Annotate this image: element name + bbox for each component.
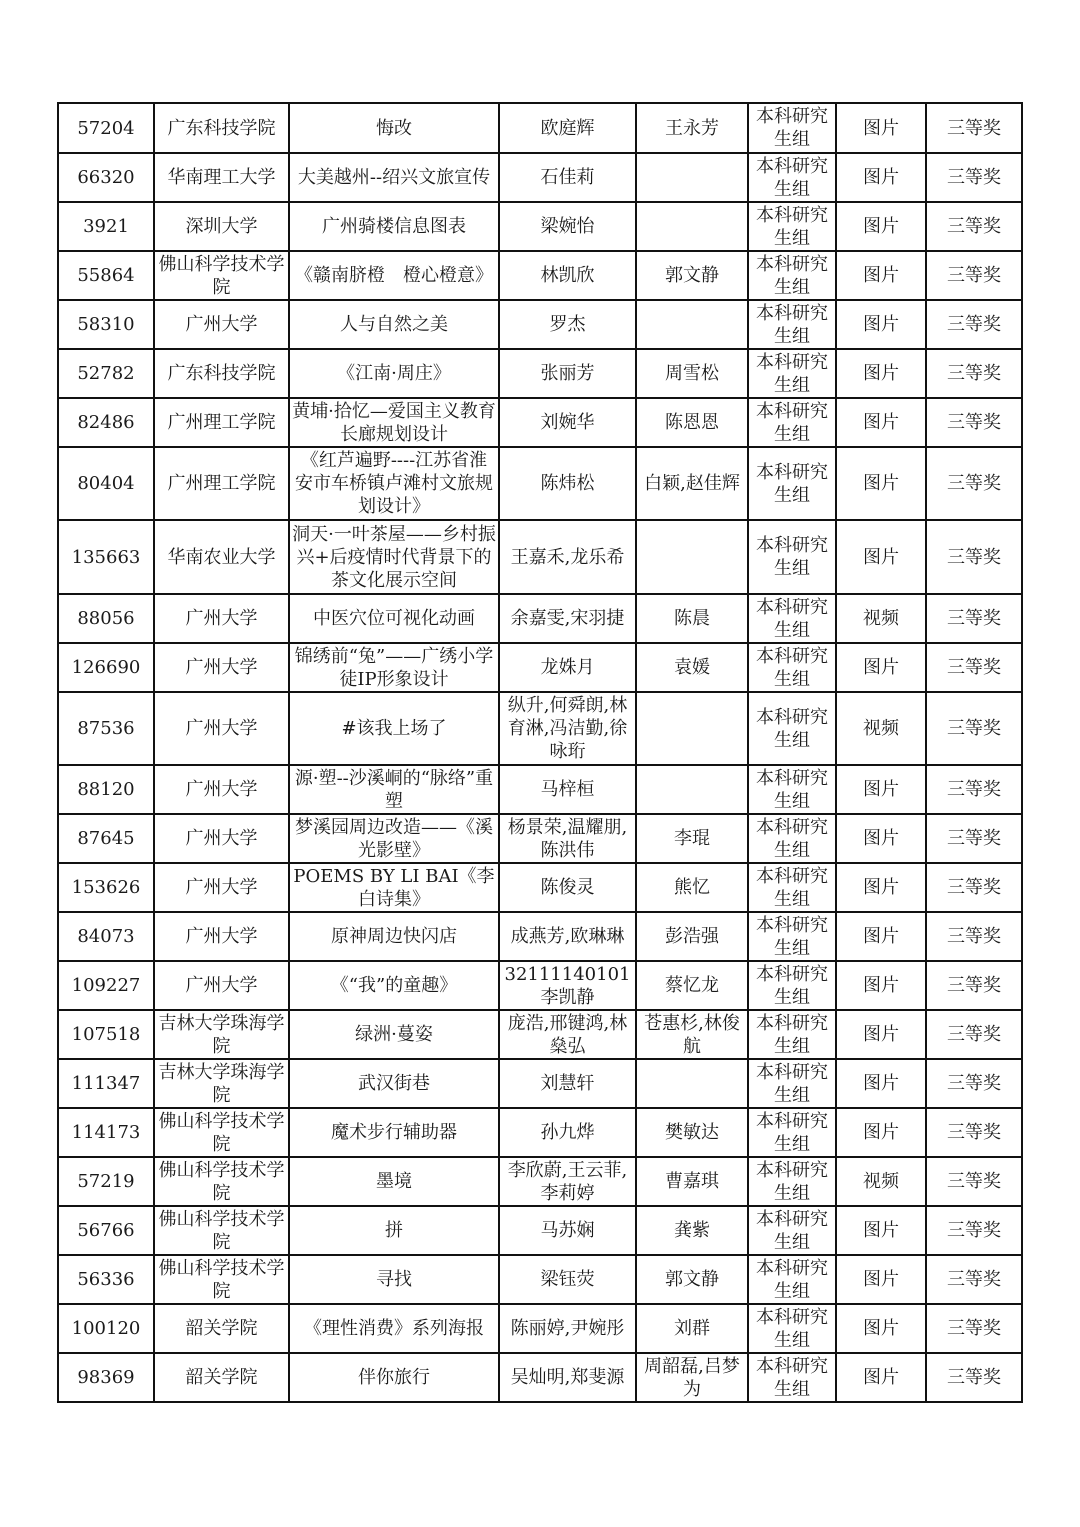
school-cell: 韶关学院	[154, 1353, 289, 1402]
award-cell: 三等奖	[926, 594, 1022, 643]
group-cell: 本科研究生组	[748, 912, 836, 961]
group-cell: 本科研究生组	[748, 692, 836, 765]
category-cell: 图片	[836, 202, 926, 251]
table-row	[58, 1353, 1022, 1402]
table-row	[58, 692, 1022, 765]
title-cell: 悔改	[289, 103, 499, 153]
advisor-cell: 苍惠杉,林俊航	[636, 1010, 748, 1059]
category-cell: 图片	[836, 398, 926, 447]
entry-id-cell: 88056	[58, 594, 154, 643]
school-cell: 吉林大学珠海学院	[154, 1059, 289, 1108]
award-cell: 三等奖	[926, 1108, 1022, 1157]
advisor-cell: 周雪松	[636, 349, 748, 398]
authors-cell: 杨景荣,温耀朋,陈洪伟	[499, 814, 636, 863]
advisor-cell: 陈恩恩	[636, 398, 748, 447]
award-cell: 三等奖	[926, 863, 1022, 912]
award-cell: 三等奖	[926, 103, 1022, 153]
title-cell: 黄埔·拾忆—爱国主义教育长廊规划设计	[289, 398, 499, 447]
authors-cell: 林凯欣	[499, 251, 636, 300]
entry-id-cell: 109227	[58, 961, 154, 1010]
table-row	[58, 300, 1022, 349]
advisor-cell: 李琨	[636, 814, 748, 863]
award-cell: 三等奖	[926, 643, 1022, 692]
table-row	[58, 765, 1022, 814]
table-row	[58, 1304, 1022, 1353]
authors-cell: 石佳莉	[499, 153, 636, 202]
school-cell: 佛山科学技术学院	[154, 1108, 289, 1157]
title-cell: 武汉街巷	[289, 1059, 499, 1108]
authors-cell: 纵升,何舜朗,林育淋,冯洁勤,徐咏珩	[499, 692, 636, 765]
school-cell: 广州大学	[154, 863, 289, 912]
title-cell: 寻找	[289, 1255, 499, 1304]
entry-id-cell: 107518	[58, 1010, 154, 1059]
group-cell: 本科研究生组	[748, 814, 836, 863]
authors-cell: 马梓桓	[499, 765, 636, 814]
authors-cell: 32111140101李凯静	[499, 961, 636, 1010]
award-cell: 三等奖	[926, 153, 1022, 202]
entry-id-cell: 87536	[58, 692, 154, 765]
table-row	[58, 520, 1022, 594]
award-cell: 三等奖	[926, 961, 1022, 1010]
title-cell: 广州骑楼信息图表	[289, 202, 499, 251]
category-cell: 图片	[836, 765, 926, 814]
title-cell: 源·塑--沙溪峒的“脉络”重塑	[289, 765, 499, 814]
category-cell: 图片	[836, 863, 926, 912]
entry-id-cell: 52782	[58, 349, 154, 398]
table-row	[58, 961, 1022, 1010]
table-row	[58, 251, 1022, 300]
award-cell: 三等奖	[926, 1157, 1022, 1206]
entry-id-cell: 66320	[58, 153, 154, 202]
title-cell: 洞天·一叶茶屋——乡村振兴+后疫情时代背景下的茶文化展示空间	[289, 520, 499, 594]
group-cell: 本科研究生组	[748, 1353, 836, 1402]
advisor-cell	[636, 765, 748, 814]
entry-id-cell: 58310	[58, 300, 154, 349]
group-cell: 本科研究生组	[748, 520, 836, 594]
authors-cell: 张丽芳	[499, 349, 636, 398]
advisor-cell: 陈晨	[636, 594, 748, 643]
title-cell: 《理性消费》系列海报	[289, 1304, 499, 1353]
category-cell: 图片	[836, 1353, 926, 1402]
authors-cell: 罗杰	[499, 300, 636, 349]
category-cell: 图片	[836, 103, 926, 153]
title-cell: POEMS BY LI BAI《李白诗集》	[289, 863, 499, 912]
authors-cell: 李欣蔚,王云菲,李莉婷	[499, 1157, 636, 1206]
title-cell: 《赣南脐橙 橙心橙意》	[289, 251, 499, 300]
award-cell: 三等奖	[926, 765, 1022, 814]
group-cell: 本科研究生组	[748, 765, 836, 814]
category-cell: 图片	[836, 251, 926, 300]
table-row	[58, 912, 1022, 961]
category-cell: 图片	[836, 1108, 926, 1157]
school-cell: 广东科技学院	[154, 103, 289, 153]
school-cell: 华南理工大学	[154, 153, 289, 202]
authors-cell: 孙九烨	[499, 1108, 636, 1157]
category-cell: 图片	[836, 447, 926, 520]
table-row	[58, 349, 1022, 398]
group-cell: 本科研究生组	[748, 202, 836, 251]
category-cell: 图片	[836, 961, 926, 1010]
authors-cell: 梁钰荧	[499, 1255, 636, 1304]
category-cell: 图片	[836, 520, 926, 594]
entry-id-cell: 57204	[58, 103, 154, 153]
school-cell: 广州大学	[154, 961, 289, 1010]
title-cell: #该我上场了	[289, 692, 499, 765]
authors-cell: 刘慧轩	[499, 1059, 636, 1108]
title-cell: 原神周边快闪店	[289, 912, 499, 961]
group-cell: 本科研究生组	[748, 1304, 836, 1353]
table-row	[58, 153, 1022, 202]
award-cell: 三等奖	[926, 1353, 1022, 1402]
table-row	[58, 103, 1022, 153]
group-cell: 本科研究生组	[748, 1206, 836, 1255]
title-cell: 魔术步行辅助器	[289, 1108, 499, 1157]
title-cell: 《“我”的童趣》	[289, 961, 499, 1010]
advisor-cell	[636, 1059, 748, 1108]
entry-id-cell: 111347	[58, 1059, 154, 1108]
school-cell: 深圳大学	[154, 202, 289, 251]
category-cell: 视频	[836, 692, 926, 765]
category-cell: 图片	[836, 1304, 926, 1353]
award-cell: 三等奖	[926, 520, 1022, 594]
entry-id-cell: 87645	[58, 814, 154, 863]
award-cell: 三等奖	[926, 1059, 1022, 1108]
entry-id-cell: 82486	[58, 398, 154, 447]
school-cell: 广州大学	[154, 692, 289, 765]
school-cell: 广州大学	[154, 814, 289, 863]
advisor-cell: 郭文静	[636, 1255, 748, 1304]
school-cell: 佛山科学技术学院	[154, 1157, 289, 1206]
title-cell: 锦绣前“兔”——广绣小学徒IP形象设计	[289, 643, 499, 692]
school-cell: 广东科技学院	[154, 349, 289, 398]
advisor-cell	[636, 692, 748, 765]
entry-id-cell: 88120	[58, 765, 154, 814]
advisor-cell: 曹嘉琪	[636, 1157, 748, 1206]
authors-cell: 成燕芳,欧琳琳	[499, 912, 636, 961]
group-cell: 本科研究生组	[748, 349, 836, 398]
category-cell: 图片	[836, 1206, 926, 1255]
table-row	[58, 1010, 1022, 1059]
category-cell: 图片	[836, 300, 926, 349]
award-cell: 三等奖	[926, 912, 1022, 961]
award-cell: 三等奖	[926, 1304, 1022, 1353]
authors-cell: 吴灿明,郑斐源	[499, 1353, 636, 1402]
title-cell: 《江南·周庄》	[289, 349, 499, 398]
category-cell: 图片	[836, 912, 926, 961]
entry-id-cell: 84073	[58, 912, 154, 961]
school-cell: 佛山科学技术学院	[154, 1255, 289, 1304]
group-cell: 本科研究生组	[748, 447, 836, 520]
table-row	[58, 398, 1022, 447]
group-cell: 本科研究生组	[748, 251, 836, 300]
authors-cell: 马苏娴	[499, 1206, 636, 1255]
authors-cell: 陈炜松	[499, 447, 636, 520]
school-cell: 广州大学	[154, 643, 289, 692]
awards-table-body	[58, 103, 1022, 1402]
advisor-cell: 彭浩强	[636, 912, 748, 961]
school-cell: 广州大学	[154, 594, 289, 643]
authors-cell: 陈俊灵	[499, 863, 636, 912]
advisor-cell: 龚紫	[636, 1206, 748, 1255]
category-cell: 图片	[836, 643, 926, 692]
table-row	[58, 1255, 1022, 1304]
authors-cell: 刘婉华	[499, 398, 636, 447]
title-cell: 墨境	[289, 1157, 499, 1206]
category-cell: 图片	[836, 814, 926, 863]
category-cell: 图片	[836, 1010, 926, 1059]
advisor-cell	[636, 153, 748, 202]
school-cell: 韶关学院	[154, 1304, 289, 1353]
category-cell: 视频	[836, 1157, 926, 1206]
category-cell: 图片	[836, 1059, 926, 1108]
school-cell: 广州理工学院	[154, 398, 289, 447]
title-cell: 伴你旅行	[289, 1353, 499, 1402]
award-cell: 三等奖	[926, 1255, 1022, 1304]
advisor-cell: 蔡忆龙	[636, 961, 748, 1010]
table-row	[58, 447, 1022, 520]
advisor-cell: 熊忆	[636, 863, 748, 912]
award-cell: 三等奖	[926, 1206, 1022, 1255]
title-cell: 绿洲·蔓姿	[289, 1010, 499, 1059]
school-cell: 广州大学	[154, 765, 289, 814]
award-cell: 三等奖	[926, 692, 1022, 765]
authors-cell: 龙姝月	[499, 643, 636, 692]
table-row	[58, 863, 1022, 912]
title-cell: 大美越州--绍兴文旅宣传	[289, 153, 499, 202]
school-cell: 广州大学	[154, 912, 289, 961]
school-cell: 吉林大学珠海学院	[154, 1010, 289, 1059]
award-cell: 三等奖	[926, 251, 1022, 300]
group-cell: 本科研究生组	[748, 863, 836, 912]
group-cell: 本科研究生组	[748, 300, 836, 349]
authors-cell: 欧庭辉	[499, 103, 636, 153]
group-cell: 本科研究生组	[748, 594, 836, 643]
title-cell: 梦溪园周边改造——《溪光影壁》	[289, 814, 499, 863]
entry-id-cell: 135663	[58, 520, 154, 594]
title-cell: 《红芦遍野----江苏省淮安市车桥镇卢滩村文旅规划设计》	[289, 447, 499, 520]
advisor-cell: 樊敏达	[636, 1108, 748, 1157]
advisor-cell: 袁媛	[636, 643, 748, 692]
group-cell: 本科研究生组	[748, 1157, 836, 1206]
authors-cell: 梁婉怡	[499, 202, 636, 251]
title-cell: 中医穴位可视化动画	[289, 594, 499, 643]
title-cell: 人与自然之美	[289, 300, 499, 349]
group-cell: 本科研究生组	[748, 1108, 836, 1157]
entry-id-cell: 56766	[58, 1206, 154, 1255]
advisor-cell	[636, 300, 748, 349]
group-cell: 本科研究生组	[748, 1010, 836, 1059]
school-cell: 佛山科学技术学院	[154, 1206, 289, 1255]
school-cell: 广州大学	[154, 300, 289, 349]
advisor-cell	[636, 202, 748, 251]
title-cell: 拼	[289, 1206, 499, 1255]
advisor-cell: 刘群	[636, 1304, 748, 1353]
group-cell: 本科研究生组	[748, 1059, 836, 1108]
entry-id-cell: 57219	[58, 1157, 154, 1206]
entry-id-cell: 153626	[58, 863, 154, 912]
category-cell: 视频	[836, 594, 926, 643]
group-cell: 本科研究生组	[748, 643, 836, 692]
entry-id-cell: 56336	[58, 1255, 154, 1304]
table-row	[58, 1157, 1022, 1206]
school-cell: 广州理工学院	[154, 447, 289, 520]
awards-table	[57, 102, 1023, 1403]
category-cell: 图片	[836, 153, 926, 202]
award-cell: 三等奖	[926, 1010, 1022, 1059]
table-row	[58, 1059, 1022, 1108]
group-cell: 本科研究生组	[748, 398, 836, 447]
authors-cell: 陈丽婷,尹婉彤	[499, 1304, 636, 1353]
authors-cell: 王嘉禾,龙乐希	[499, 520, 636, 594]
group-cell: 本科研究生组	[748, 1255, 836, 1304]
entry-id-cell: 3921	[58, 202, 154, 251]
table-row	[58, 643, 1022, 692]
award-cell: 三等奖	[926, 814, 1022, 863]
category-cell: 图片	[836, 1255, 926, 1304]
group-cell: 本科研究生组	[748, 103, 836, 153]
category-cell: 图片	[836, 349, 926, 398]
table-row	[58, 594, 1022, 643]
authors-cell: 庞浩,邢键鸿,林燊弘	[499, 1010, 636, 1059]
authors-cell: 余嘉雯,宋羽捷	[499, 594, 636, 643]
advisor-cell: 郭文静	[636, 251, 748, 300]
award-cell: 三等奖	[926, 349, 1022, 398]
table-row	[58, 1108, 1022, 1157]
advisor-cell: 周韶磊,吕梦为	[636, 1353, 748, 1402]
table-row	[58, 814, 1022, 863]
entry-id-cell: 98369	[58, 1353, 154, 1402]
entry-id-cell: 126690	[58, 643, 154, 692]
entry-id-cell: 100120	[58, 1304, 154, 1353]
group-cell: 本科研究生组	[748, 153, 836, 202]
award-cell: 三等奖	[926, 398, 1022, 447]
entry-id-cell: 55864	[58, 251, 154, 300]
advisor-cell: 白颖,赵佳辉	[636, 447, 748, 520]
school-cell: 华南农业大学	[154, 520, 289, 594]
entry-id-cell: 114173	[58, 1108, 154, 1157]
award-cell: 三等奖	[926, 202, 1022, 251]
award-cell: 三等奖	[926, 447, 1022, 520]
table-row	[58, 1206, 1022, 1255]
group-cell: 本科研究生组	[748, 961, 836, 1010]
table-row	[58, 202, 1022, 251]
entry-id-cell: 80404	[58, 447, 154, 520]
school-cell: 佛山科学技术学院	[154, 251, 289, 300]
advisor-cell: 王永芳	[636, 103, 748, 153]
award-cell: 三等奖	[926, 300, 1022, 349]
advisor-cell	[636, 520, 748, 594]
